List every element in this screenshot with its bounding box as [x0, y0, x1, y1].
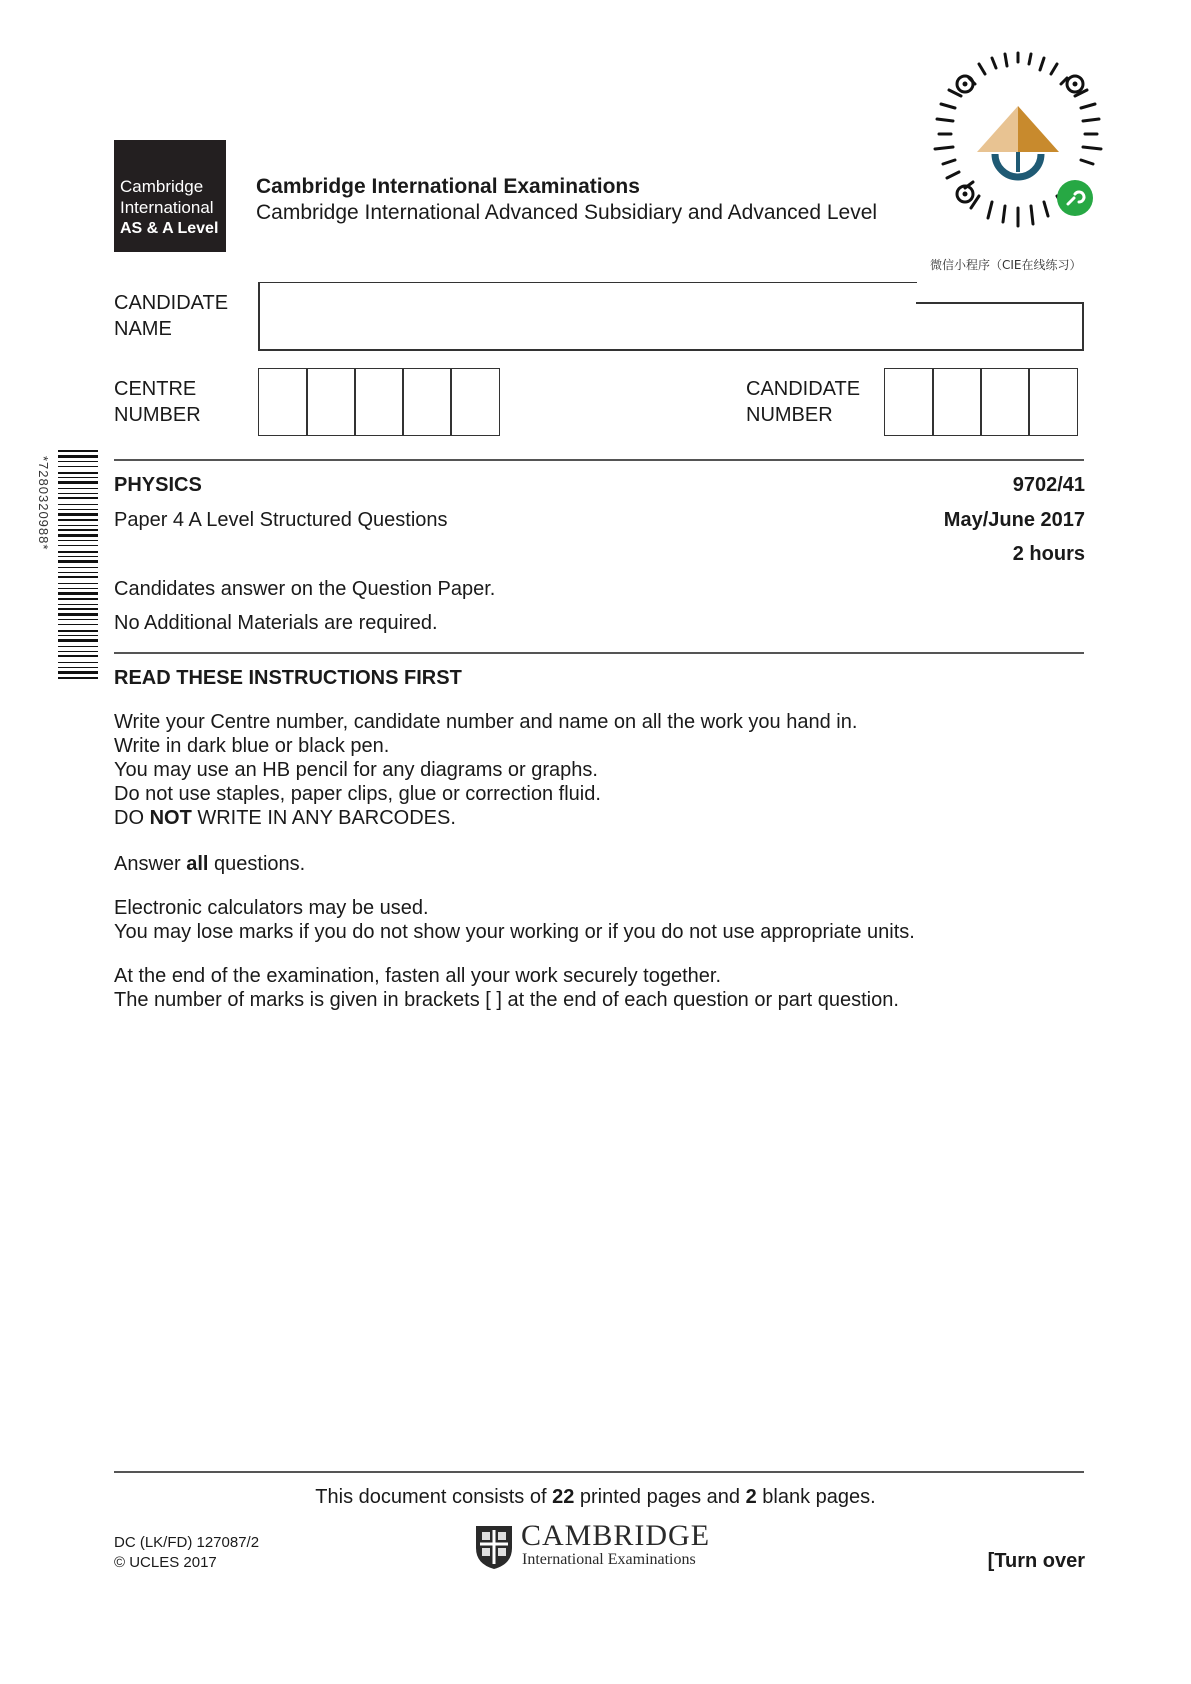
centre-number-field[interactable] — [258, 368, 500, 436]
candidate-name-label: CANDIDATE NAME — [114, 292, 229, 340]
exam-board-title: Cambridge International Examinations — [256, 175, 640, 198]
centre-digit-box[interactable] — [402, 368, 452, 436]
name-box-right-edge — [1082, 302, 1084, 350]
exam-board-subtitle: Cambridge International Advanced Subsidiary and Advanced Level — [256, 201, 878, 224]
centre-digit-box[interactable] — [258, 368, 308, 436]
divider — [114, 459, 1084, 461]
divider — [114, 1471, 1084, 1473]
instruction-line: Electronic calculators may be used. — [114, 897, 429, 919]
instruction-line: Answer all questions. — [114, 853, 306, 875]
instruction-line: You may use an HB pencil for any diagrams or graphs. — [114, 759, 598, 781]
instruction-line: Write in dark blue or black pen. — [114, 735, 390, 757]
footer-reference — [114, 1533, 259, 1573]
name-box-bottom-edge — [258, 349, 1084, 351]
logo-line-2: International — [120, 198, 214, 217]
instruction-line: Do not use staples, paper clips, glue or correction fluid. — [114, 783, 601, 805]
candidate-digit-box[interactable] — [932, 368, 982, 436]
publisher-name: CAMBRIDGE — [521, 1519, 711, 1552]
centre-number-label: CENTRE NUMBER — [114, 378, 201, 426]
instructions-block-1 — [114, 710, 857, 830]
candidate-name-field[interactable] — [262, 286, 1078, 346]
candidate-number-label: CANDIDATE NUMBER — [746, 378, 861, 426]
cambridge-crest-icon — [474, 1524, 514, 1570]
instructions-block-3 — [114, 896, 915, 944]
candidate-digit-box[interactable] — [884, 368, 934, 436]
instruction-line: The number of marks is given in brackets [ ] at the end of each question or part question. — [114, 989, 899, 1011]
instructions-block-2 — [114, 852, 305, 876]
materials-note: No Additional Materials are required. — [114, 612, 438, 634]
instructions-heading: READ THESE INSTRUCTIONS FIRST — [114, 667, 462, 689]
document-code: DC (LK/FD) 127087/2 — [114, 1534, 260, 1551]
publisher-subtitle: International Examinations — [522, 1551, 696, 1568]
name-top-rule — [258, 282, 917, 283]
answer-note: Candidates answer on the Question Paper. — [114, 578, 496, 600]
instructions-block-4 — [114, 964, 899, 1012]
exam-session: May/June 2017 — [943, 509, 1085, 531]
centre-digit-box[interactable] — [450, 368, 500, 436]
turn-over-note: [Turn over — [987, 1550, 1085, 1572]
candidate-number-field[interactable] — [884, 368, 1078, 436]
logo-line-3: AS & A Level — [120, 220, 219, 237]
page-count-note: This document consists of 22 printed pages and 2 blank pages. — [315, 1486, 876, 1508]
cambridge-logo — [114, 140, 226, 252]
copyright: © UCLES 2017 — [114, 1554, 217, 1571]
paper-title: Paper 4 A Level Structured Questions — [114, 509, 448, 531]
mini-program-qr-icon — [925, 48, 1111, 234]
centre-digit-box[interactable] — [306, 368, 356, 436]
instruction-line: DO NOT WRITE IN ANY BARCODES. — [114, 807, 456, 829]
instruction-line: You may lose marks if you do not show your working or if you do not use appropriate units. — [114, 921, 915, 943]
barcode-number: *7280320988* — [36, 456, 51, 551]
logo-line-1: Cambridge — [120, 177, 204, 196]
candidate-digit-box[interactable] — [980, 368, 1030, 436]
qr-caption: 微信小程序（CIE在线练习） — [930, 258, 1082, 272]
exam-duration: 2 hours — [1012, 543, 1085, 565]
divider — [114, 652, 1084, 654]
subject-title: PHYSICS — [114, 474, 202, 496]
candidate-digit-box[interactable] — [1028, 368, 1078, 436]
name-box-left-edge — [258, 282, 260, 350]
instruction-line: At the end of the examination, fasten all your work securely together. — [114, 965, 722, 987]
paper-code: 9702/41 — [1012, 474, 1085, 496]
centre-digit-box[interactable] — [354, 368, 404, 436]
instruction-line: Write your Centre number, candidate number and name on all the work you hand in. — [114, 711, 858, 733]
